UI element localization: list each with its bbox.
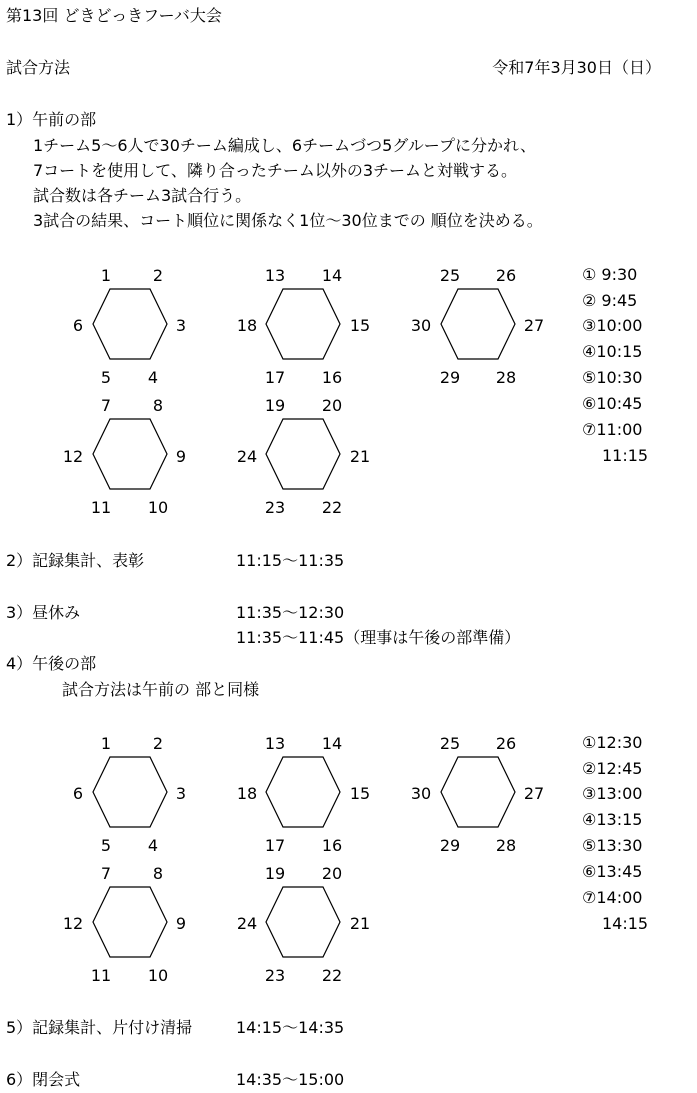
team-number: 1 — [100, 734, 112, 753]
schedule-time: ②12:45 — [582, 759, 643, 778]
team-number: 30 — [410, 784, 432, 803]
team-number: 30 — [410, 316, 432, 335]
schedule-time: ⑦11:00 — [582, 420, 643, 439]
hexagon-court-icon — [92, 756, 168, 828]
hexagon-court-icon — [92, 418, 168, 490]
team-number: 19 — [264, 864, 286, 883]
page-subtitle: 試合方法 — [6, 58, 71, 77]
team-number: 12 — [62, 447, 84, 466]
team-number: 23 — [264, 966, 286, 985]
team-number: 11 — [90, 498, 112, 517]
team-number: 16 — [321, 368, 343, 387]
schedule-time: ④13:15 — [582, 810, 643, 829]
team-number: 27 — [523, 316, 545, 335]
team-number: 26 — [495, 266, 517, 285]
team-number: 17 — [264, 368, 286, 387]
team-number: 5 — [100, 368, 112, 387]
schedule-time: ③10:00 — [582, 316, 643, 335]
team-number: 2 — [152, 266, 164, 285]
team-number: 13 — [264, 734, 286, 753]
team-number: 22 — [321, 966, 343, 985]
team-number: 25 — [439, 266, 461, 285]
team-number: 24 — [236, 447, 258, 466]
team-number: 1 — [100, 266, 112, 285]
schedule-time: 11:15 — [602, 446, 649, 465]
team-number: 12 — [62, 914, 84, 933]
hexagon-court-icon — [92, 886, 168, 958]
section1-heading: 1）午前の部 — [6, 110, 97, 129]
hexagon-court-icon — [92, 288, 168, 360]
team-number: 28 — [495, 368, 517, 387]
team-number: 5 — [100, 836, 112, 855]
team-number: 14 — [321, 266, 343, 285]
hexagon-court-icon — [265, 886, 341, 958]
section2-label: 2）記録集計、表彰 — [6, 551, 145, 570]
schedule-time: ② 9:45 — [582, 291, 638, 310]
team-number: 27 — [523, 784, 545, 803]
team-number: 10 — [147, 498, 169, 517]
team-number: 3 — [175, 784, 187, 803]
team-number: 20 — [321, 864, 343, 883]
hexagon-court-icon — [440, 756, 516, 828]
section6-label: 6）閉会式 — [6, 1070, 81, 1089]
team-number: 18 — [236, 784, 258, 803]
team-number: 11 — [90, 966, 112, 985]
team-number: 14 — [321, 734, 343, 753]
team-number: 21 — [349, 914, 371, 933]
team-number: 21 — [349, 447, 371, 466]
event-date: 令和7年3月30日（日） — [492, 58, 661, 77]
team-number: 18 — [236, 316, 258, 335]
schedule-time: ③13:00 — [582, 784, 643, 803]
team-number: 8 — [152, 396, 164, 415]
team-number: 3 — [175, 316, 187, 335]
team-number: 15 — [349, 784, 371, 803]
team-number: 15 — [349, 316, 371, 335]
section5-time: 14:15～14:35 — [236, 1018, 345, 1037]
team-number: 6 — [72, 316, 84, 335]
team-number: 7 — [100, 396, 112, 415]
team-number: 8 — [152, 864, 164, 883]
section3-note: 11:35～11:45（理事は午後の部準備） — [236, 628, 521, 647]
section4-heading: 4）午後の部 — [6, 654, 97, 673]
hexagon-court-icon — [265, 756, 341, 828]
team-number: 2 — [152, 734, 164, 753]
team-number: 17 — [264, 836, 286, 855]
section3-time: 11:35～12:30 — [236, 603, 345, 622]
schedule-time: ⑥13:45 — [582, 862, 643, 881]
team-number: 25 — [439, 734, 461, 753]
team-number: 26 — [495, 734, 517, 753]
section1-line: 1チーム5～6人で30チーム編成し、6チームづつ5グループに分かれ、 — [33, 136, 536, 155]
team-number: 29 — [439, 368, 461, 387]
section4-line: 試合方法は午前の 部と同様 — [62, 680, 260, 699]
team-number: 7 — [100, 864, 112, 883]
section3-label: 3）昼休み — [6, 603, 81, 622]
team-number: 24 — [236, 914, 258, 933]
schedule-time: ⑥10:45 — [582, 394, 643, 413]
section1-line: 3試合の結果、コート順位に関係なく1位～30位までの 順位を決める。 — [33, 211, 543, 230]
schedule-time: ① 9:30 — [582, 265, 638, 284]
section1-line: 試合数は各チーム3試合行う。 — [33, 186, 252, 205]
schedule-time: ⑤13:30 — [582, 836, 643, 855]
team-number: 28 — [495, 836, 517, 855]
section1-line: 7コートを使用して、隣り合ったチーム以外の3チームと対戦する。 — [33, 161, 518, 180]
schedule-time: 14:15 — [602, 914, 649, 933]
hexagon-court-icon — [440, 288, 516, 360]
team-number: 22 — [321, 498, 343, 517]
schedule-time: ⑤10:30 — [582, 368, 643, 387]
team-number: 19 — [264, 396, 286, 415]
schedule-time: ⑦14:00 — [582, 888, 643, 907]
section2-time: 11:15～11:35 — [236, 551, 345, 570]
section5-label: 5）記録集計、片付け清掃 — [6, 1018, 193, 1037]
hexagon-court-icon — [265, 288, 341, 360]
team-number: 9 — [175, 914, 187, 933]
team-number: 23 — [264, 498, 286, 517]
schedule-time: ①12:30 — [582, 733, 643, 752]
team-number: 13 — [264, 266, 286, 285]
team-number: 6 — [72, 784, 84, 803]
team-number: 10 — [147, 966, 169, 985]
team-number: 29 — [439, 836, 461, 855]
team-number: 16 — [321, 836, 343, 855]
section6-time: 14:35～15:00 — [236, 1070, 345, 1089]
hexagon-court-icon — [265, 418, 341, 490]
team-number: 4 — [147, 836, 159, 855]
page-title: 第13回 どきどっきフーバ大会 — [6, 6, 222, 25]
team-number: 9 — [175, 447, 187, 466]
team-number: 4 — [147, 368, 159, 387]
team-number: 20 — [321, 396, 343, 415]
schedule-time: ④10:15 — [582, 342, 643, 361]
